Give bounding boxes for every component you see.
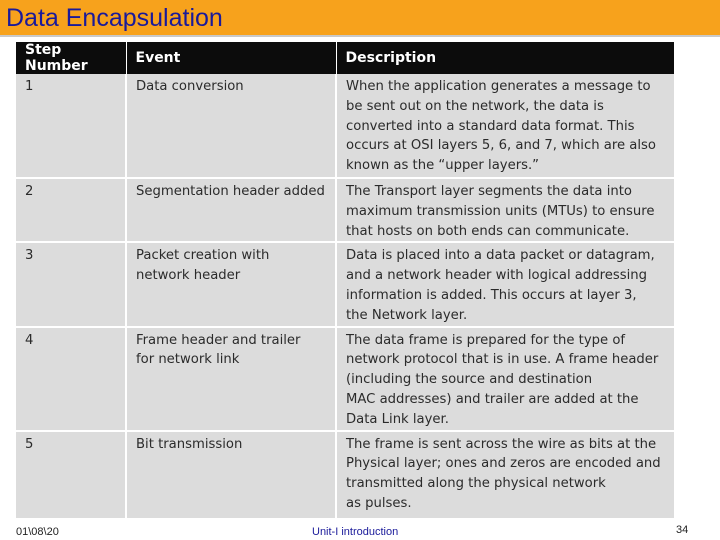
encapsulation-table-container bbox=[16, 42, 674, 518]
table-row bbox=[16, 327, 674, 431]
description-line: be sent out on the network, the data is bbox=[346, 98, 604, 114]
description-line: as pulses. bbox=[346, 495, 412, 511]
cell-event bbox=[126, 74, 336, 178]
event-line: network header bbox=[136, 268, 241, 284]
cell-step-number: 4 bbox=[16, 327, 126, 431]
cell-event bbox=[126, 327, 336, 431]
footer-page-number: 34 bbox=[676, 524, 689, 536]
cell-event bbox=[126, 178, 336, 242]
table-header-row bbox=[16, 42, 674, 74]
table-row bbox=[16, 242, 674, 326]
event-line: Packet creation with bbox=[136, 248, 270, 264]
cell-event bbox=[126, 431, 336, 519]
description-line: MAC addresses) and trailer are added at the bbox=[346, 391, 639, 407]
cell-step-number: 5 bbox=[16, 431, 126, 519]
description-line: maximum transmission units (MTUs) to ensure bbox=[346, 203, 655, 219]
event-line: Data conversion bbox=[136, 79, 244, 94]
description-line: and a network header with logical addressing bbox=[346, 268, 648, 284]
event-line: Segmentation header added bbox=[136, 184, 325, 199]
description-line: known as the “upper layers.” bbox=[346, 158, 540, 174]
table-row bbox=[16, 74, 674, 178]
event-line: Frame header and trailer bbox=[136, 332, 301, 348]
cell-description bbox=[336, 178, 674, 242]
description-line: The data frame is prepared for the type of bbox=[346, 332, 626, 348]
table-row bbox=[16, 431, 674, 519]
title-divider bbox=[0, 35, 720, 37]
cell-step-number: 2 bbox=[16, 178, 126, 242]
event-line: Bit transmission bbox=[136, 436, 243, 452]
header-description: Description bbox=[336, 42, 674, 74]
footer-unit-label: Unit-I introduction bbox=[312, 526, 399, 538]
cell-description bbox=[336, 431, 674, 519]
description-line: converted into a standard data format. This bbox=[346, 118, 635, 134]
table-row bbox=[16, 178, 674, 242]
description-line: occurs at OSI layers 5, 6, and 7, which are also bbox=[346, 138, 656, 154]
cell-description bbox=[336, 242, 674, 326]
title-bar bbox=[0, 0, 720, 36]
header-event: Event bbox=[126, 42, 336, 74]
cell-step-number: 1 bbox=[16, 74, 126, 178]
cell-step-number: 3 bbox=[16, 242, 126, 326]
description-line: The frame is sent across the wire as bits at the bbox=[346, 436, 657, 452]
description-line: the Network layer. bbox=[346, 307, 468, 323]
description-line: network protocol that is in use. A frame header bbox=[346, 352, 659, 368]
description-line: transmitted along the physical network bbox=[346, 476, 606, 492]
encapsulation-table bbox=[16, 42, 674, 520]
description-line: information is added. This occurs at layer 3, bbox=[346, 287, 637, 303]
description-line: Data is placed into a data packet or datagram, bbox=[346, 248, 655, 264]
cell-description bbox=[336, 327, 674, 431]
event-line: for network link bbox=[136, 352, 240, 368]
description-line: When the application generates a message to bbox=[346, 79, 651, 94]
footer-date: 01\08\20 bbox=[16, 526, 59, 538]
cell-event bbox=[126, 242, 336, 326]
description-line: The Transport layer segments the data into bbox=[346, 184, 632, 199]
description-line: Physical layer; ones and zeros are encoded and bbox=[346, 456, 661, 472]
slide-title: Data Encapsulation bbox=[6, 4, 223, 32]
cell-description bbox=[336, 74, 674, 178]
description-line: (including the source and destination bbox=[346, 372, 593, 388]
description-line: Data Link layer. bbox=[346, 411, 449, 427]
description-line: that hosts on both ends can communicate. bbox=[346, 223, 630, 239]
header-step-number: Step Number bbox=[16, 42, 126, 74]
